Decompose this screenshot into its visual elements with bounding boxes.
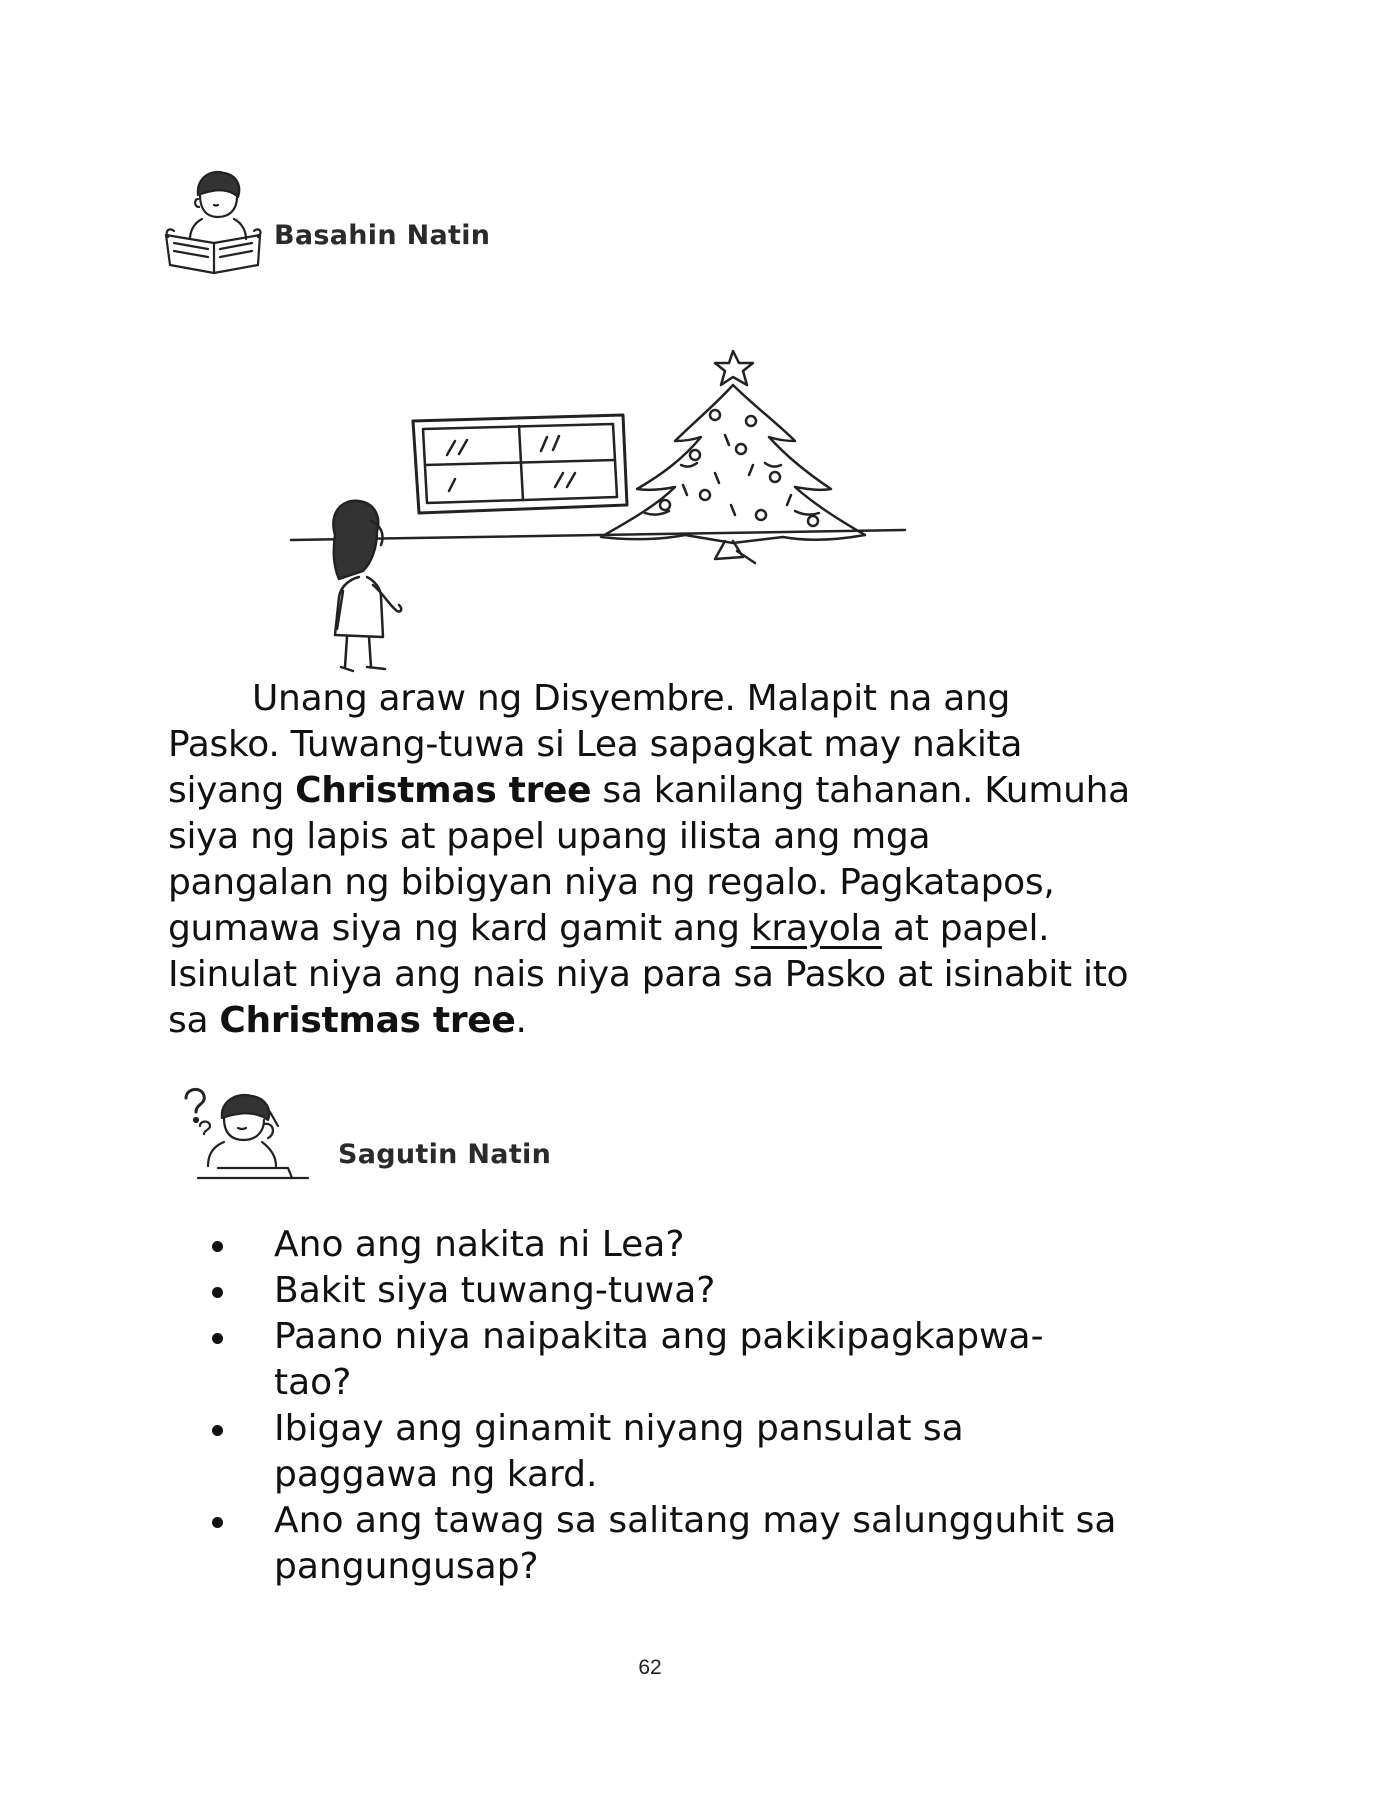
- bullet-icon: [212, 1287, 223, 1298]
- story-line: pangalan ng bibigyan niya ng regalo. Pagkatapos,: [168, 862, 1055, 903]
- bullet-icon: [212, 1425, 223, 1436]
- story-line: Unang araw ng Disyembre. Malapit na ang: [252, 678, 1011, 719]
- story-illustration: [285, 345, 925, 675]
- story-text: siyang: [168, 770, 296, 811]
- story-text: at papel.: [881, 908, 1050, 949]
- question-list: [210, 1222, 1170, 1590]
- question-text-line: pangungusap?: [274, 1546, 539, 1587]
- bullet-icon: [212, 1333, 223, 1344]
- story-text: .: [515, 1000, 527, 1041]
- section-title-sagutin: Sagutin Natin: [338, 1139, 552, 1170]
- bullet-icon: [212, 1517, 223, 1528]
- reading-boy-icon: [160, 165, 270, 277]
- question-item: [210, 1268, 1170, 1314]
- question-text: Bakit siya tuwang-tuwa?: [274, 1270, 716, 1311]
- question-text-line: Ibigay ang ginamit niyang pansulat sa: [274, 1408, 964, 1449]
- story-line: [168, 998, 1168, 1044]
- story-text: sa: [168, 1000, 220, 1041]
- story-line: [168, 768, 1168, 814]
- bold-term: Christmas tree: [219, 1000, 516, 1041]
- section-header-sagutin: [178, 1082, 551, 1194]
- story-line: [168, 906, 1168, 952]
- question-text-line: tao?: [274, 1362, 352, 1403]
- story-text: sa kanilang tahanan. Kumuha: [591, 770, 1130, 811]
- girl-drawing: [333, 501, 401, 671]
- bullet-icon: [212, 1241, 223, 1252]
- window-drawing: [413, 415, 627, 513]
- story-line: siya ng lapis at papel upang ilista ang mga: [168, 816, 931, 857]
- story-line: Pasko. Tuwang-tuwa si Lea sapagkat may nakita: [168, 724, 1023, 765]
- underlined-word: krayola: [750, 908, 882, 949]
- thinking-boy-icon: [178, 1082, 336, 1194]
- page-number: 62: [638, 1656, 662, 1679]
- section-header-basahin: [160, 165, 490, 277]
- section-title-basahin: Basahin Natin: [274, 220, 491, 251]
- story-line: Isinulat niya ang nais niya para sa Pasko at isinabit ito: [168, 954, 1129, 995]
- story-text: gumawa siya ng kard gamit ang: [168, 908, 751, 949]
- question-text-line: paggawa ng kard.: [274, 1454, 598, 1495]
- question-item: [210, 1406, 1170, 1498]
- question-text-line: Ano ang tawag sa salitang may salungguhit sa: [274, 1500, 1117, 1541]
- question-text-line: Paano niya naipakita ang pakikipagkapwa-: [274, 1316, 1044, 1357]
- story-paragraph: [168, 676, 1168, 1044]
- question-item: [210, 1498, 1170, 1590]
- question-item: [210, 1314, 1170, 1406]
- question-item: [210, 1222, 1170, 1268]
- question-text: Ano ang nakita ni Lea?: [274, 1224, 685, 1265]
- bold-term: Christmas tree: [295, 770, 592, 811]
